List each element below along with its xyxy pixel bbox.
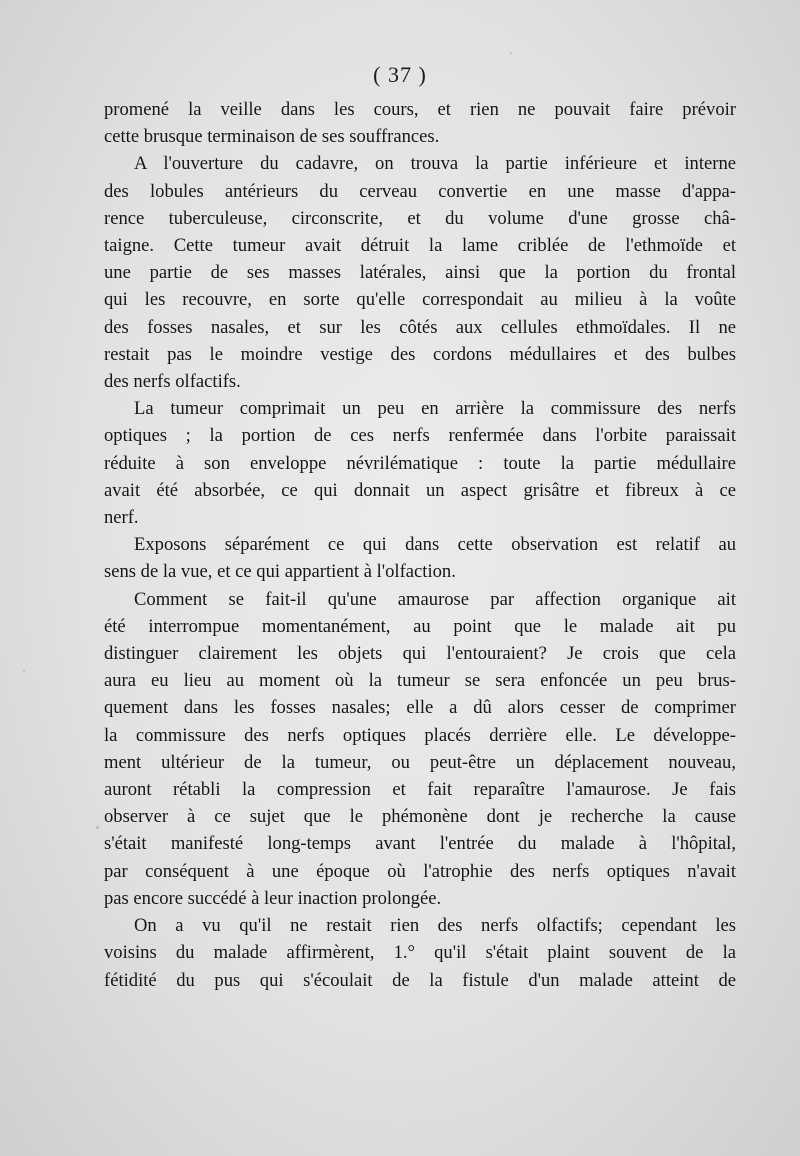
text-line: promené la veille dans les cours, et rien ne pouvait faire prévoir [104, 99, 736, 120]
paragraph [104, 586, 736, 912]
text-line: voisins du malade affirmèrent, 1.° qu'il s'était plaint souvent de la [104, 942, 736, 964]
body-text [104, 96, 736, 994]
text-line: restait pas le moindre vestige des cordons médullaires et des bulbes [104, 343, 736, 365]
text-line: Exposons séparément ce qui dans cette observation est relatif au [134, 534, 736, 556]
text-line: A l'ouverture du cadavre, on trouva la partie inférieure et interne [134, 153, 736, 175]
text-line: cette brusque terminaison de ses souffrances. [104, 126, 440, 148]
text-line: auront rétabli la compression et fait reparaître l'amaurose. Je fais [104, 779, 736, 801]
text-line: par conséquent à une époque où l'atrophie des nerfs optiques n'avait [104, 860, 736, 882]
text-line: optiques ; la portion de ces nerfs renfermée dans l'orbite paraissait [104, 425, 736, 447]
text-line: taigne. Cette tumeur avait détruit la lame criblée de l'ethmoïde et [104, 235, 736, 257]
text-line: la commissure des nerfs optiques placés derrière elle. Le développe- [104, 724, 736, 746]
paragraph [104, 531, 736, 585]
text-line: ment ultérieur de la tumeur, ou peut-être un déplacement nouveau, [104, 751, 736, 773]
page-number: ( 37 ) [373, 62, 427, 87]
paper-speck [548, 538, 550, 540]
text-line: été interrompue momentanément, au point que le malade ait pu [104, 615, 736, 637]
text-line: nerf. [104, 507, 139, 529]
paper-speck [96, 826, 99, 829]
text-line: réduite à son enveloppe névrilématique : toute la partie médullaire [104, 452, 736, 474]
paragraph [104, 912, 736, 994]
text-line: s'était manifesté long-temps avant l'entrée du malade à l'hôpital, [104, 833, 736, 855]
text-line: On a vu qu'il ne restait rien des nerfs olfactifs; cependant les [134, 915, 736, 937]
text-line: Comment se fait-il qu'une amaurose par affection organique ait [134, 588, 736, 610]
text-line: avait été absorbée, ce qui donnait un aspect grisâtre et fibreux à ce [104, 479, 736, 501]
paper-speck [510, 52, 512, 54]
text-line: rence tuberculeuse, circonscrite, et du volume d'une grosse châ- [104, 207, 736, 229]
text-line: fétidité du pus qui s'écoulait de la fistule d'un malade atteint de [104, 969, 736, 991]
text-line: sens de la vue, et ce qui appartient à l'olfaction. [104, 561, 456, 583]
paragraph [104, 96, 736, 150]
text-line: des lobules antérieurs du cerveau convertie en une masse d'appa- [104, 180, 736, 202]
text-line: pas encore succédé à leur inaction prolongée. [104, 887, 442, 909]
paragraph [104, 395, 736, 531]
text-line: distinguer clairement les objets qui l'entouraient? Je crois que cela [104, 643, 736, 665]
text-line: une partie de ses masses latérales, ainsi que la portion du frontal [104, 262, 736, 284]
text-line: des fosses nasales, et sur les côtés aux cellules ethmoïdales. Il ne [104, 316, 736, 338]
text-line: aura eu lieu au moment où la tumeur se sera enfoncée un peu brus- [104, 670, 736, 692]
text-line: des nerfs olfactifs. [104, 371, 241, 393]
text-line: observer à ce sujet que le phémonène dont je recherche la cause [104, 806, 736, 828]
paragraph [104, 150, 736, 395]
paper-speck [23, 670, 25, 672]
text-line: quement dans les fosses nasales; elle a dû alors cesser de comprimer [104, 697, 736, 719]
text-line: qui les recouvre, en sorte qu'elle correspondait au milieu à la voûte [104, 289, 736, 311]
text-line: La tumeur comprimait un peu en arrière la commissure des nerfs [134, 398, 736, 420]
